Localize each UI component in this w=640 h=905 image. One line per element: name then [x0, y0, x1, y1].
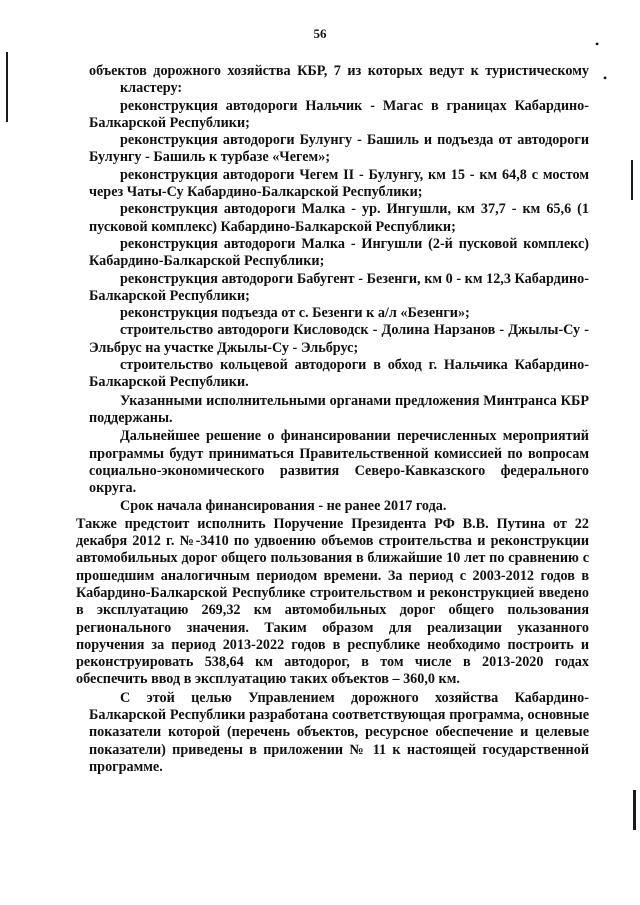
- scan-edge-mark-right-bottom: [633, 790, 636, 830]
- scan-speck: •: [595, 37, 600, 51]
- list-item: реконструкция автодороги Малка - ур. Ингушли, км 37,7 - км 65,6 (1 пусковой комплекс) Кабардино-Балкарской Республики;: [89, 201, 589, 235]
- paragraph: Также предстоит исполнить Поручение Президента РФ В.В. Путина от 22 декабря 2012 г. №-3410 по удвоению объемов строительства и реконструкции автомобильных дорог общего пользования в ближайшие 10 лет по сравнению с прошедшим аналогичным периодом времени. За период с 2003-2012 годов в Кабардино-Балкарской Республике строительством и реконструкцией введено в эксплуатацию 269,32 км автомобильных дорог общего пользования регионального значения. Таким образом для реализации указанного поручения за период 2013-2022 годов в республике необходимо построить и реконструировать 538,64 км автодорог, в том числе в 2013-2020 годах обеспечить ввод в эксплуатацию таких объектов – 360,0 км.: [76, 515, 589, 688]
- list-item: строительство кольцевой автодороги в обход г. Нальчика Кабардино-Балкарской Республики.: [89, 357, 589, 391]
- list-item: реконструкция автодороги Нальчик - Магас в границах Кабардино-Балкарской Республики;: [89, 97, 589, 131]
- list-item: реконструкция автодороги Булунгу - Башиль и подъезда от автодороги Булунгу - Башиль к турбазе «Чегем»;: [89, 132, 589, 166]
- list-item: реконструкция автодороги Бабугент - Безенги, км 0 - км 12,3 Кабардино-Балкарской Республики;: [89, 270, 589, 304]
- paragraph: объектов дорожного хозяйства КБР, 7 из которых ведут к туристическому кластеру:: [89, 63, 589, 97]
- scan-edge-mark-right-top: [631, 160, 633, 200]
- scan-edge-mark-left: [6, 52, 8, 122]
- paragraph: Указанными исполнительными органами предложения Минтранса КБР поддержаны.: [89, 392, 589, 426]
- list-item: реконструкция автодороги Чегем II - Булунгу, км 15 - км 64,8 с мостом через Чаты-Су Кабардино-Балкарской Республики;: [89, 166, 589, 201]
- paragraph: Дальнейшее решение о финансировании перечисленных мероприятий программы будут приниматься Правительственной комиссией по вопросам социально-экономического развития Северо-Кавказского федерального округа.: [89, 428, 589, 497]
- document-body: [76, 63, 589, 776]
- scan-speck: •: [603, 71, 608, 85]
- page-number: 56: [313, 26, 327, 41]
- list-item: реконструкция автодороги Малка - Ингушли (2-й пусковой комплекс) Кабардино-Балкарской Республики;: [89, 235, 589, 270]
- paragraph: С этой целью Управлением дорожного хозяйства Кабардино-Балкарской Республики разработана соответствующая программа, основные показатели которой (перечень объектов, ресурсное обеспечение и целевые показатели) приведены в приложении № 11 к настоящей государственной программе.: [89, 689, 589, 775]
- paragraph: Срок начала финансирования - не ранее 2017 года.: [120, 498, 447, 515]
- list-item: строительство автодороги Кисловодск - Долина Нарзанов - Джылы-Су - Эльбрус на участке Джылы-Су - Эльбрус;: [89, 322, 589, 356]
- list-item: реконструкция подъезда от с. Безенги к а/л «Безенги»;: [120, 305, 470, 322]
